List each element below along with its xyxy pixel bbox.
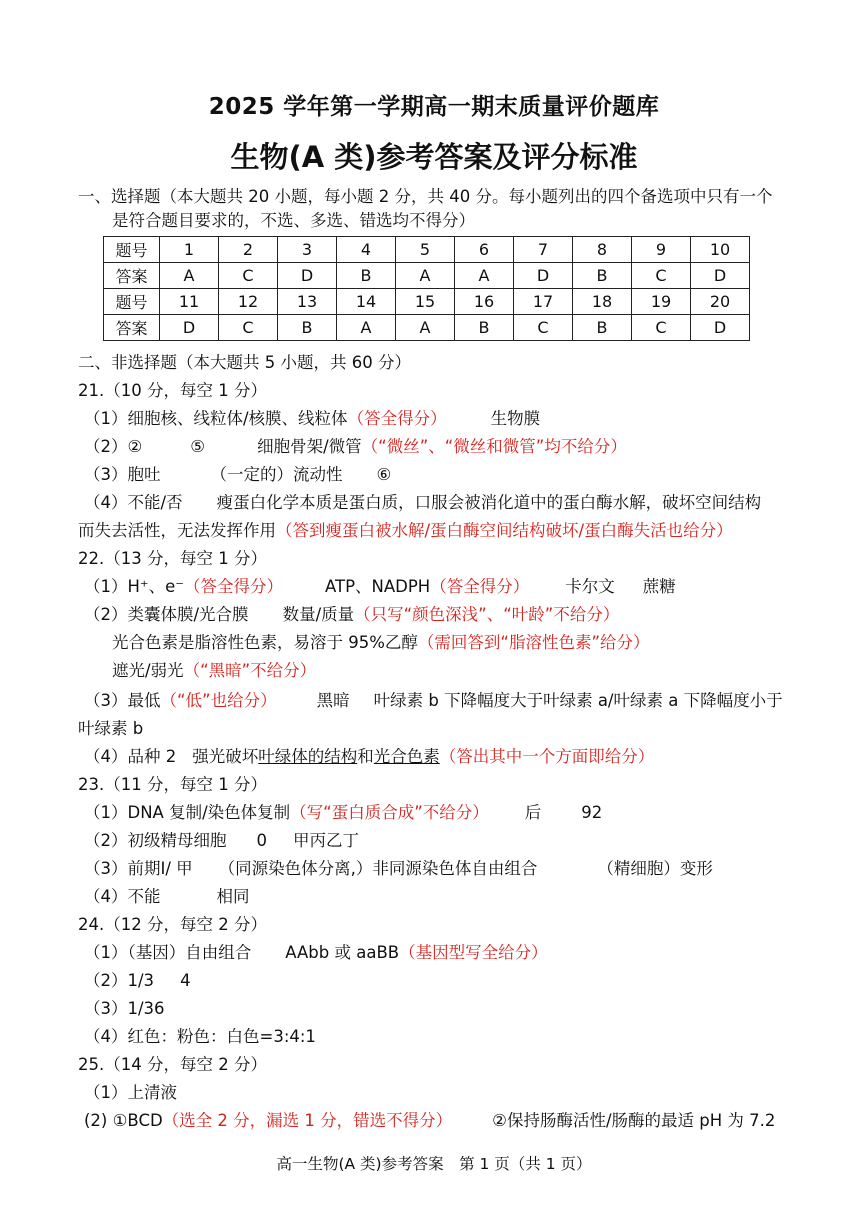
scoring-note: （只写“颜色深浅”、“叶龄”不给分） [354, 605, 620, 624]
table-cell: D [160, 315, 219, 341]
table-cell: 13 [278, 289, 337, 315]
table-cell: A [396, 315, 455, 341]
answer-text: （一定的）流动性 [210, 465, 343, 484]
answer-text: 数量/质量 [282, 605, 355, 624]
q23-line-4 [84, 886, 250, 908]
scoring-note: （答全得分） [183, 577, 283, 596]
q23-line-2 [84, 830, 359, 852]
table-cell: 3 [278, 237, 337, 263]
section1-instructions-1: 一、选择题（本大题共 20 小题，每小题 2 分，共 40 分。每小题列出的四个备选项中只有一个 [78, 187, 773, 206]
answer-text: （1）上清液 [84, 1083, 177, 1102]
table-cell: D [691, 263, 750, 289]
table-cell: 答案 [104, 315, 160, 341]
answer-text: 瘦蛋白化学本质是蛋白质，口服会被消化道中的蛋白酶水解，破坏空间结构 [216, 493, 762, 512]
table-cell: D [514, 263, 573, 289]
table-cell: D [278, 263, 337, 289]
table-cell: 17 [514, 289, 573, 315]
table-cell: A [337, 315, 396, 341]
q23-line-3 [84, 858, 713, 880]
answer-text: 92 [581, 803, 603, 822]
answer-text: 而失去活性，无法发挥作用 [78, 521, 276, 540]
answer-text: （2）1/3 [84, 971, 155, 990]
table-cell: C [632, 315, 691, 341]
answer-text: （4）不能/否 [84, 493, 183, 512]
table-cell: 16 [455, 289, 514, 315]
q21-line-1 [84, 408, 540, 430]
q22-line-1 [84, 576, 676, 598]
table-cell: B [278, 315, 337, 341]
table-cell: 5 [396, 237, 455, 263]
answer-table [103, 236, 750, 341]
answer-text: （1）DNA 复制/染色体复制 [84, 803, 291, 822]
answer-text: （3）胞吐 [84, 465, 161, 484]
answer-text: （3）前期Ⅰ/ 甲 [84, 859, 193, 878]
table-cell: 10 [691, 237, 750, 263]
q21-line-4 [84, 492, 761, 514]
scoring-note: （答全得分） [430, 577, 530, 596]
answer-text: （4）品种 2 [84, 747, 177, 766]
scoring-note: （基因型写全给分） [399, 943, 548, 962]
answer-text: 强光破坏 [192, 747, 259, 766]
table-row-answers-2 [104, 315, 750, 341]
answer-text: （2）类囊体膜/光合膜 [84, 605, 249, 624]
table-row-question-numbers-2 [104, 289, 750, 315]
q22-line-3 [112, 632, 650, 654]
table-cell: 18 [573, 289, 632, 315]
answer-text: （1）H⁺、e⁻ [84, 577, 184, 596]
scoring-note: （“黑暗”不给分） [183, 661, 317, 680]
q24-line-2 [84, 970, 191, 992]
table-cell: 7 [514, 237, 573, 263]
answer-text: 叶绿素 b 下降幅度大于叶绿素 a/叶绿素 a 下降幅度小于 [373, 691, 783, 710]
answer-text: 叶绿素 b [78, 719, 144, 738]
table-cell: 题号 [104, 289, 160, 315]
answer-text: （2）初级精母细胞 [84, 831, 227, 850]
q22-line-2 [84, 604, 619, 626]
scoring-note: （选全 2 分，漏选 1 分，错选不得分） [162, 1111, 453, 1130]
answer-text: 卡尔文 [565, 577, 615, 596]
answer-text: 光合色素是脂溶性色素，易溶于 95%乙醇 [112, 633, 418, 652]
scoring-note: （答全得分） [347, 409, 447, 428]
answer-text: （1）细胞核、线粒体/核膜、线粒体 [84, 409, 348, 428]
q25-heading: 25.（14 分，每空 2 分） [78, 1055, 267, 1074]
q24-line-3 [84, 998, 165, 1020]
answer-text: （3）最低 [84, 691, 161, 710]
answer-text: （1）（基因）自由组合 [84, 943, 252, 962]
q22-line-4 [112, 660, 316, 682]
scoring-note: （答出其中一个方面即给分） [439, 747, 655, 766]
answer-text: AAbb 或 aaBB [285, 943, 400, 962]
q22-line-7 [84, 746, 654, 768]
table-cell: C [632, 263, 691, 289]
table-cell: 14 [337, 289, 396, 315]
answer-text: ⑤ [190, 437, 206, 456]
table-cell: A [396, 263, 455, 289]
answer-text: 黑暗 [316, 691, 350, 710]
page-footer: 高一生物(A 类)参考答案 第 1 页（共 1 页） [276, 1155, 592, 1173]
table-cell: 15 [396, 289, 455, 315]
answer-text: ATP、NADPH [324, 577, 431, 596]
table-cell: B [573, 263, 632, 289]
table-cell: C [219, 263, 278, 289]
answer-key-title: 生物(A 类)参考答案及评分标准 [230, 140, 638, 174]
table-cell: D [691, 315, 750, 341]
table-cell: 2 [219, 237, 278, 263]
table-cell: 8 [573, 237, 632, 263]
answer-text: （同源染色体分离,）非同源染色体自由组合 [218, 859, 538, 878]
table-cell: 9 [632, 237, 691, 263]
q24-line-4 [84, 1026, 316, 1048]
scoring-note: （答到瘦蛋白被水解/蛋白酶空间结构破坏/蛋白酶失活也给分） [276, 521, 733, 540]
table-cell: 4 [337, 237, 396, 263]
q21-line-2 [84, 436, 627, 458]
answer-text: ②保持肠酶活性/肠酶的最适 pH 为 7.2 [492, 1111, 776, 1130]
table-cell: 答案 [104, 263, 160, 289]
table-cell: 20 [691, 289, 750, 315]
table-cell: A [455, 263, 514, 289]
answer-text: 相同 [216, 887, 250, 906]
table-cell: A [160, 263, 219, 289]
table-cell: 6 [455, 237, 514, 263]
q25-line-1 [84, 1082, 177, 1104]
answer-text: （2）② [84, 437, 143, 456]
answer-text: 遮光/弱光 [112, 661, 184, 680]
q21-heading: 21.（10 分，每空 1 分） [78, 381, 267, 400]
q21-line-5 [78, 520, 733, 542]
q22-line-5 [84, 690, 783, 712]
answer-text: 后 [524, 803, 542, 822]
answer-text: （3）1/36 [84, 999, 165, 1018]
q22-heading: 22.（13 分，每空 1 分） [78, 549, 267, 568]
exam-title: 2025 学年第一学期高一期末质量评价题库 [208, 94, 660, 120]
q23-line-1 [84, 802, 602, 824]
answer-text: (2) ①BCD [84, 1111, 163, 1130]
scoring-note: （“低”也给分） [160, 691, 277, 710]
answer-text: 甲丙乙丁 [293, 831, 359, 850]
q24-heading: 24.（12 分，每空 2 分） [78, 915, 267, 934]
q25-line-2 [84, 1110, 775, 1132]
q23-heading: 23.（11 分，每空 1 分） [78, 775, 267, 794]
table-cell: 题号 [104, 237, 160, 263]
answer-text-underlined: 光合色素 [373, 747, 440, 766]
answer-text: 和 [357, 747, 374, 766]
answer-text-underlined: 叶绿体的结构 [258, 747, 358, 766]
answer-text: （4）不能 [84, 887, 161, 906]
answer-text: （精细胞）变形 [597, 859, 713, 878]
q24-line-1 [84, 942, 548, 964]
answer-text: 4 [180, 971, 191, 990]
scoring-note: （需回答到“脂溶性色素”给分） [417, 633, 650, 652]
answer-text: 生物膜 [490, 409, 541, 428]
answer-text: 细胞骨架/微管 [257, 437, 362, 456]
table-cell: 1 [160, 237, 219, 263]
table-row-question-numbers-1 [104, 237, 750, 263]
table-row-answers-1 [104, 263, 750, 289]
answer-text: 0 [256, 831, 267, 850]
answer-text: 蔗糖 [642, 577, 676, 596]
scoring-note: （写“蛋白质合成”不给分） [290, 803, 489, 822]
table-cell: 11 [160, 289, 219, 315]
q22-line-6 [78, 718, 143, 740]
answer-text: ⑥ [376, 465, 392, 484]
section1-instructions-2: 是符合题目要求的，不选、多选、错选均不得分） [112, 211, 475, 230]
table-cell: 12 [219, 289, 278, 315]
table-cell: C [514, 315, 573, 341]
table-cell: 19 [632, 289, 691, 315]
table-cell: B [455, 315, 514, 341]
table-cell: B [337, 263, 396, 289]
section2-title: 二、非选择题（本大题共 5 小题，共 60 分） [78, 353, 411, 372]
table-cell: B [573, 315, 632, 341]
table-cell: C [219, 315, 278, 341]
scoring-note: （“微丝”、“微丝和微管”均不给分） [361, 437, 627, 456]
q21-line-3 [84, 464, 391, 486]
answer-text: （4）红色：粉色：白色=3:4:1 [84, 1027, 316, 1046]
